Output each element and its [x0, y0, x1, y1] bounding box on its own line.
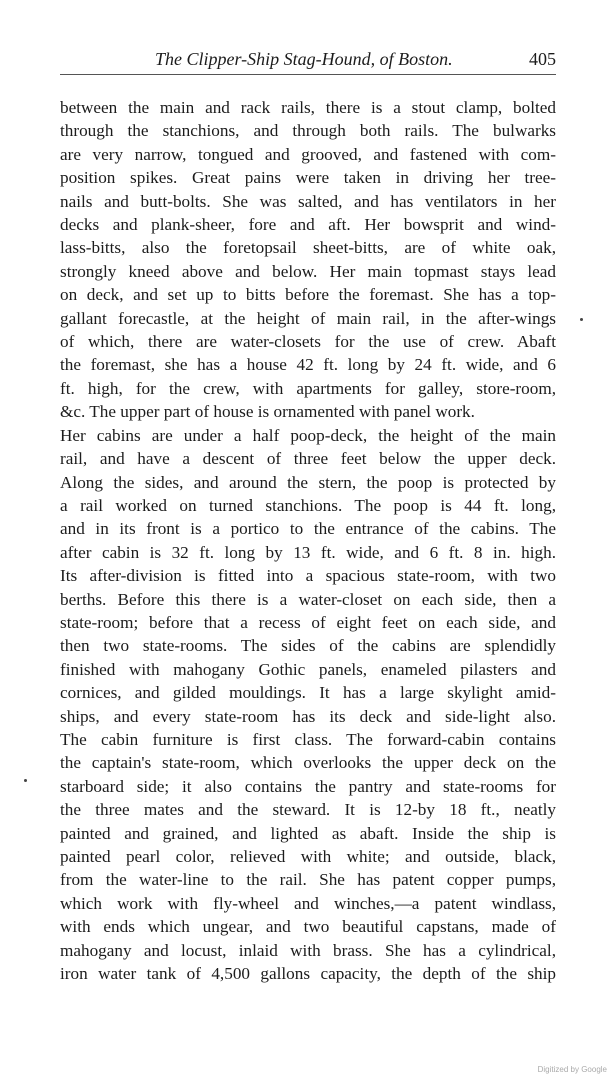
text-line: with ends which ungear, and two beautiful capstans, made of	[60, 917, 556, 937]
text-line: strongly kneed above and below. Her main topmast stays lead	[60, 261, 556, 281]
text-line: on deck, and set up to bitts before the foremast. She has a top-	[60, 285, 556, 305]
text-line: after cabin is 32 ft. long by 13 ft. wide, and 6 ft. 8 in. high.	[60, 542, 556, 562]
text-line: rail, and have a descent of three feet below the upper deck.	[60, 449, 556, 469]
text-line: then two state-rooms. The sides of the cabins are splendidly	[60, 636, 556, 656]
text-line: decks and plank-sheer, fore and aft. Her bowsprit and wind-	[60, 215, 556, 235]
text-line: nails and butt-bolts. She was salted, and has ventilators in her	[60, 191, 556, 211]
margin-speck	[24, 779, 27, 782]
text-line: Along the sides, and around the stern, the poop is protected by	[60, 472, 556, 492]
text-line: ft. high, for the crew, with apartments for galley, store-room,	[60, 378, 556, 398]
text-line: starboard side; it also contains the pantry and state-rooms for	[60, 776, 556, 796]
text-line: gallant forecastle, at the height of main rail, in the after-wings	[60, 308, 556, 328]
text-line: state-room; before that a recess of eight feet on each side, and	[60, 612, 556, 632]
text-line: The cabin furniture is first class. The forward-cabin contains	[60, 729, 556, 749]
text-line: the captain's state-room, which overlooks the upper deck on the	[60, 753, 556, 773]
text-line: position spikes. Great pains were taken in driving her tree-	[60, 168, 556, 188]
text-line: which work with fly-wheel and winches,—a patent windlass,	[60, 893, 556, 913]
running-header	[60, 48, 556, 75]
text-line: painted pearl color, relieved with white; and outside, black,	[60, 847, 556, 866]
text-line: iron water tank of 4,500 gallons capacity, the depth of the ship	[60, 964, 556, 984]
text-line: berths. Before this there is a water-closet on each side, then a	[60, 589, 556, 609]
page-number: 405	[529, 49, 556, 69]
paragraph-start-line: Her cabins are under a half poop-deck, the height of the main	[60, 425, 556, 445]
text-line: between the main and rack rails, there is a stout clamp, bolted	[60, 98, 556, 117]
text-line: cornices, and gilded mouldings. It has a large skylight amid-	[60, 683, 556, 703]
text-line: are very narrow, tongued and grooved, and fastened with com-	[60, 144, 556, 164]
text-line: the three mates and the steward. It is 12-by 18 ft., neatly	[60, 800, 556, 820]
paragraph-end-line: &c. The upper part of house is ornamented with panel work.	[60, 402, 475, 422]
digitized-watermark: Digitized by Google	[537, 1065, 607, 1074]
text-line: lass-bitts, also the foretopsail sheet-bitts, are of white oak,	[60, 238, 556, 258]
text-line: the foremast, she has a house 42 ft. long by 24 ft. wide, and 6	[60, 355, 556, 375]
body-text	[60, 96, 556, 985]
text-line: mahogany and locust, inlaid with brass. She has a cylindrical,	[60, 940, 556, 960]
text-line: of which, there are water-closets for the use of crew. Abaft	[60, 332, 556, 352]
text-line: from the water-line to the rail. She has patent copper pumps,	[60, 870, 556, 890]
text-line: painted and grained, and lighted as abaft. Inside the ship is	[60, 823, 556, 843]
text-line: through the stanchions, and through both rails. The bulwarks	[60, 121, 556, 141]
text-line: and in its front is a portico to the entrance of the cabins. The	[60, 519, 556, 539]
text-line: Its after-division is fitted into a spacious state-room, with two	[60, 566, 556, 586]
text-line: a rail worked on turned stanchions. The poop is 44 ft. long,	[60, 495, 556, 515]
text-line: ships, and every state-room has its deck and side-light also.	[60, 706, 556, 726]
running-title: The Clipper-Ship Stag-Hound, of Boston.	[155, 49, 453, 69]
margin-speck	[580, 318, 583, 321]
text-line: finished with mahogany Gothic panels, enameled pilasters and	[60, 659, 556, 679]
